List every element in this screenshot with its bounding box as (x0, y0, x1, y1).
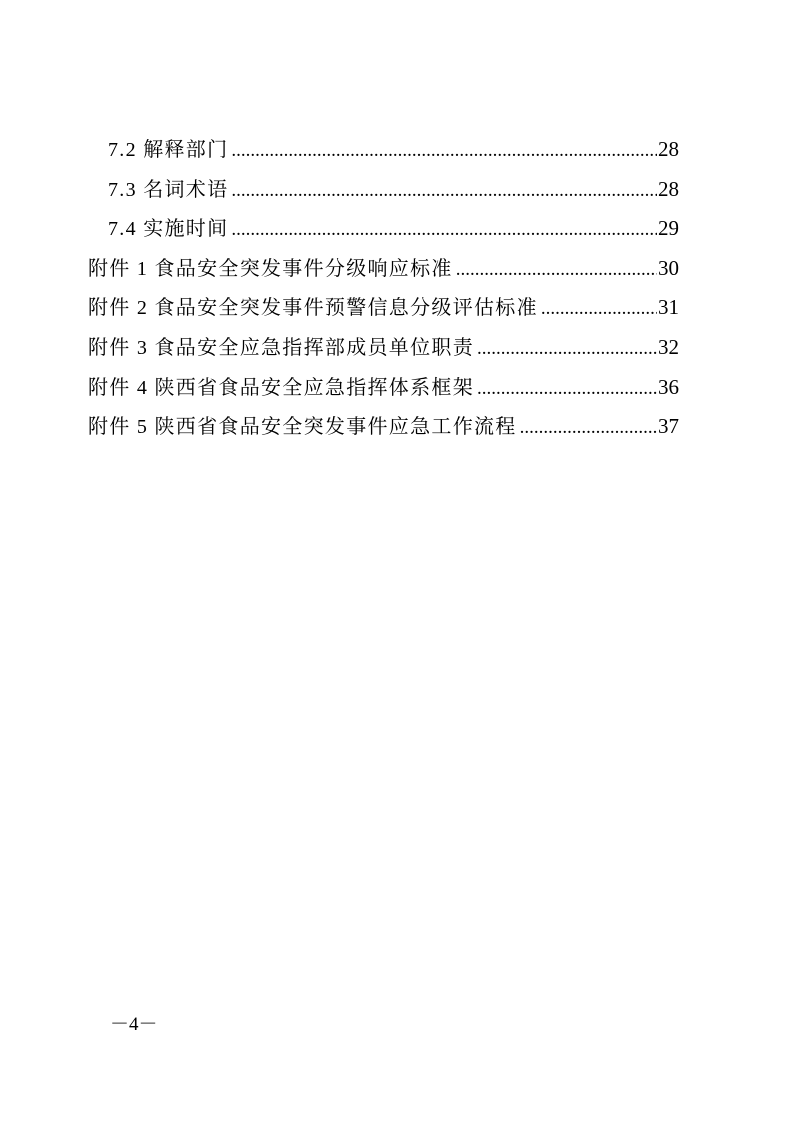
toc-entry-appendix-2 (88, 288, 679, 328)
toc-entry-label: 7.3 名词术语 (108, 178, 229, 201)
toc-entry-page-number: 30 (658, 255, 679, 280)
toc-entry-appendix-5 (88, 407, 679, 447)
toc-entry-page-number: 28 (658, 176, 679, 201)
dot-leader (477, 369, 657, 409)
toc-entry-label: 附件 1 食品安全突发事件分级响应标准 (88, 257, 453, 280)
toc-entry-label: 7.4 实施时间 (108, 218, 229, 241)
toc-entry-page-number: 29 (658, 216, 679, 241)
dot-leader (231, 210, 657, 250)
toc-entry-label: 附件 2 食品安全突发事件预警信息分级评估标准 (88, 297, 538, 320)
toc-entry-label: 附件 5 陕西省食品安全突发事件应急工作流程 (88, 416, 517, 439)
toc-entry-appendix-4 (88, 368, 679, 408)
toc-entry-page-number: 37 (658, 414, 679, 439)
toc-entry-page-number: 36 (658, 374, 679, 399)
dot-leader (231, 131, 657, 171)
toc-entry-page-number: 31 (658, 295, 679, 320)
toc-entry-section-7-4 (88, 209, 679, 249)
dot-leader (231, 171, 657, 211)
dot-leader (520, 408, 657, 448)
toc-entry-section-7-2 (88, 130, 679, 170)
toc-entry-label: 附件 4 陕西省食品安全应急指挥体系框架 (88, 376, 474, 399)
toc-entry-appendix-3 (88, 328, 679, 368)
dot-leader (477, 329, 657, 369)
page-number: －4－ (110, 1014, 158, 1035)
toc-entry-label: 7.2 解释部门 (108, 139, 229, 161)
dot-leader (456, 250, 657, 290)
dot-leader (541, 289, 657, 329)
toc-entry-appendix-1 (88, 249, 679, 289)
table-of-contents (88, 130, 679, 447)
toc-entry-page-number: 28 (658, 137, 679, 161)
toc-entry-page-number: 32 (658, 334, 679, 359)
toc-entry-section-7-3 (88, 170, 679, 210)
toc-entry-label: 附件 3 食品安全应急指挥部成员单位职责 (88, 336, 474, 359)
